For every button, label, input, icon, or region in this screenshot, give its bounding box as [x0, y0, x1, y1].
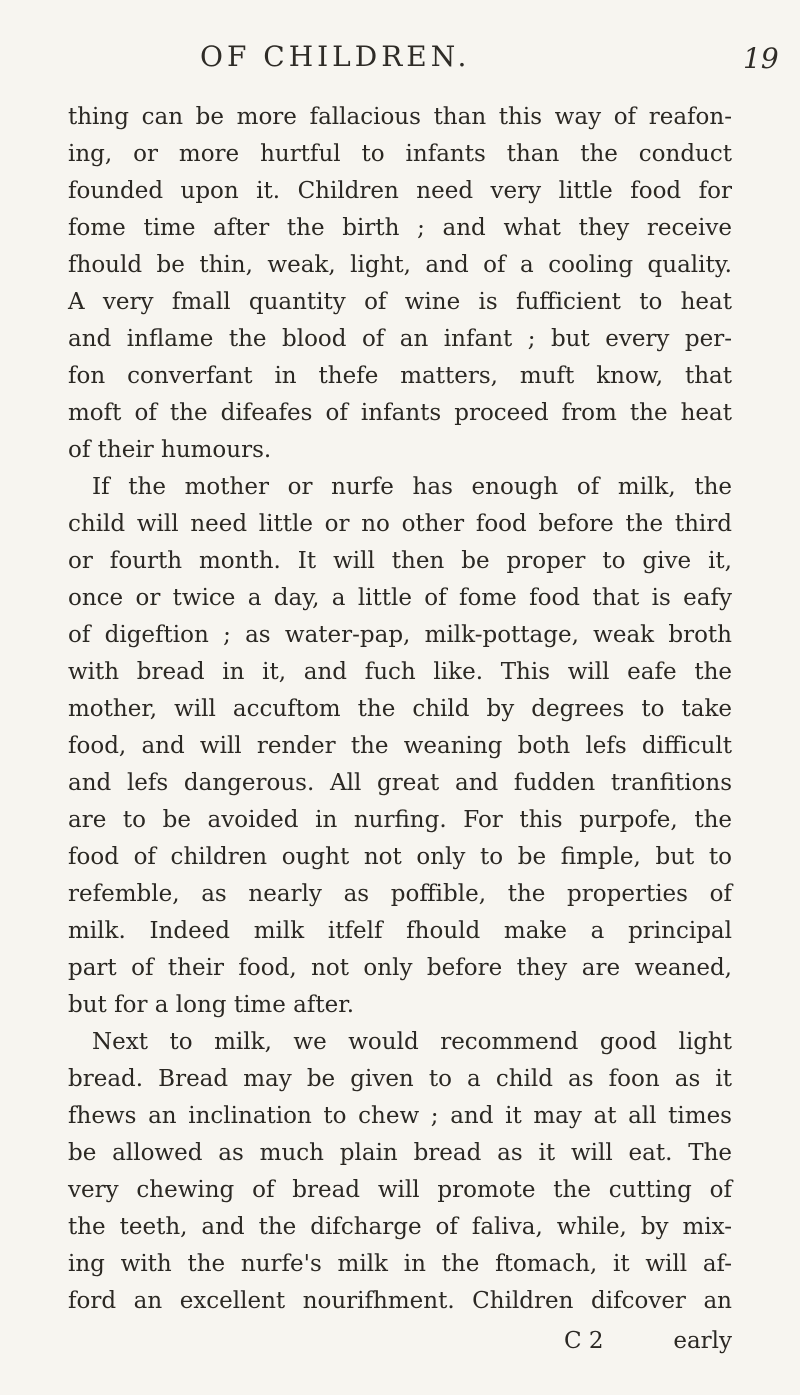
- text-line: thing can be more fallacious than this way of reafon-: [68, 104, 732, 130]
- text-line: are to be avoided in nurfing. For this purpofe, the: [68, 807, 732, 833]
- text-line: milk. Indeed milk itfelf fhould make a principal: [68, 918, 732, 944]
- signature-mark: C 2: [564, 1328, 604, 1354]
- text-line: mother, will accuftom the child by degrees to take: [68, 696, 732, 722]
- text-line: with bread in it, and fuch like. This will eafe the: [68, 659, 732, 685]
- text-line: If the mother or nurfe has enough of milk, the: [92, 474, 732, 500]
- text-line: food, and will render the weaning both lefs difficult: [68, 733, 732, 759]
- text-line: the teeth, and the difcharge of faliva, while, by mix-: [68, 1214, 732, 1240]
- text-line: but for a long time after.: [68, 992, 355, 1018]
- text-line: ford an excellent nourifhment. Children difcover an: [68, 1288, 732, 1314]
- text-line: and inflame the blood of an infant ; but every per-: [68, 326, 732, 352]
- text-line: of their humours.: [68, 437, 272, 463]
- text-line: or fourth month. It will then be proper to give it,: [68, 548, 732, 574]
- page-number: 19: [743, 42, 779, 75]
- text-line: be allowed as much plain bread as it will eat. The: [68, 1140, 732, 1166]
- text-line: refemble, as nearly as poffible, the properties of: [68, 881, 732, 907]
- text-line: of digeftion ; as water-pap, milk-pottage, weak broth: [68, 622, 732, 648]
- catchword: early: [673, 1328, 732, 1354]
- text-line: fon converfant in thefe matters, muft know, that: [68, 363, 732, 389]
- text-line: bread. Bread may be given to a child as foon as it: [68, 1066, 732, 1092]
- page-footer: [68, 1328, 732, 1358]
- text-line: child will need little or no other food before the third: [68, 511, 732, 537]
- text-line: very chewing of bread will promote the cutting of: [68, 1177, 732, 1203]
- text-line: part of their food, not only before they are weaned,: [68, 955, 732, 981]
- text-line: fhould be thin, weak, light, and of a cooling quality.: [68, 252, 732, 278]
- text-line: A very fmall quantity of wine is fufficient to heat: [68, 289, 732, 315]
- text-line: and lefs dangerous. All great and fudden tranfitions: [68, 770, 732, 796]
- text-line: fhews an inclination to chew ; and it may at all times: [68, 1103, 732, 1129]
- text-line: Next to milk, we would recommend good light: [92, 1029, 732, 1055]
- text-line: moft of the difeafes of infants proceed from the heat: [68, 400, 732, 426]
- text-line: ing with the nurfe's milk in the ftomach, it will af-: [68, 1251, 732, 1277]
- text-line: once or twice a day, a little of fome food that is eafy: [68, 585, 732, 611]
- text-line: founded upon it. Children need very little food for: [68, 178, 732, 204]
- text-line: fome time after the birth ; and what they receive: [68, 215, 732, 241]
- running-title: OF CHILDREN.: [200, 40, 471, 73]
- text-line: food of children ought not only to be fimple, but to: [68, 844, 732, 870]
- text-line: ing, or more hurtful to infants than the conduct: [68, 141, 732, 167]
